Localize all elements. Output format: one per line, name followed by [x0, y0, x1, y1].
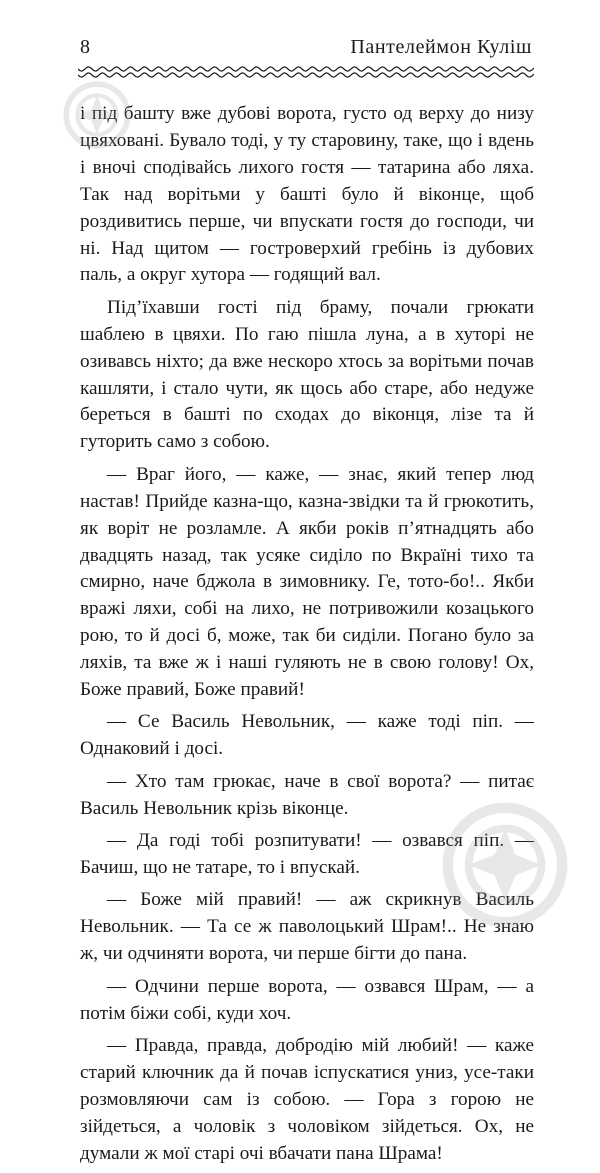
paragraph-1: і під башту вже дубові ворота, густо од верху до низу цвяховані. Бувало тоді, у ту старовину, таке, що і вдень і вночі сподівайсь лихого гостя — татарина або ляха. Так над ворітьми у башті було й віконце, щоб роздивитись перше, чи впускати гостя до господи, чи ні. Над щитом — гостроверхий гребінь із дубових паль, а округ хутора — годящий вал. — [80, 103, 534, 286]
body-text — [80, 101, 534, 1173]
paragraph-3: — Враг його, — каже, — знає, який тепер люд настав! Прийде казна-що, казна-звідки та й грюкотить, як воріт не розламле. А якби років п’ятнадцять або двадцять назад, так усяке сиділо по Вкраїні тихо та смирно, наче бджола в зимовнику. Ге, тото-бо!.. Якби вражі ляхи, собі на лихо, не потривожили козацького рою, то й досі б, може, так би сиділи. Погано було за ляхів, та вже ж і наші гуляють не в свою голову! Ох, Боже правий, Боже правий! — [80, 463, 534, 701]
paragraph-2: Під’їхавши гості під браму, почали грюкати шаблею в цвяхи. По гаю пішла луна, а в хуторі не озивавсь ніхто; да вже нескоро хтось за ворітьми почав кашляти, і стало чути, як щось або старе, або недуже береться в башті по сходах до віконця, лізе та й гуторить само з собою. — [80, 296, 534, 453]
paragraph-7: — Боже мій правий! — аж скрикнув Василь Невольник. — Та се ж паволоцький Шрам!.. Не знаю ж, чи одчиняти ворота, чи перше бігти до пана. — [80, 889, 534, 965]
wavy-divider-rule — [78, 63, 534, 81]
paragraph-5: — Хто там грюкає, наче в свої ворота? — питає Василь Невольник крізь віконце. — [80, 770, 534, 819]
running-title: Пантелеймон Куліш — [350, 36, 532, 58]
paragraph-4: — Се Василь Невольник, — каже тоді піп. — Однаковий і досі. — [80, 711, 534, 760]
paragraph-6: — Да годі тобі розпитувати! — озвався піп. — Бачиш, що не татаре, то і впускай. — [80, 830, 534, 878]
paragraph-8: — Одчини перше ворота, — озвався Шрам, — а потім біжи собі, куди хоч. — [80, 975, 534, 1024]
paragraph-9: — Правда, правда, добродію мій любий! — каже старий ключник да й почав іспускатися униз, усе-таки розмовляючи сам із собою. — Гора з горою не зійдеться, а чоловік з чоловіком зійдеться. Ох, не думали ж мої старі очі вбачати пана Шрама! — [80, 1034, 534, 1164]
running-head — [80, 36, 532, 62]
page-number: 8 — [80, 36, 91, 58]
